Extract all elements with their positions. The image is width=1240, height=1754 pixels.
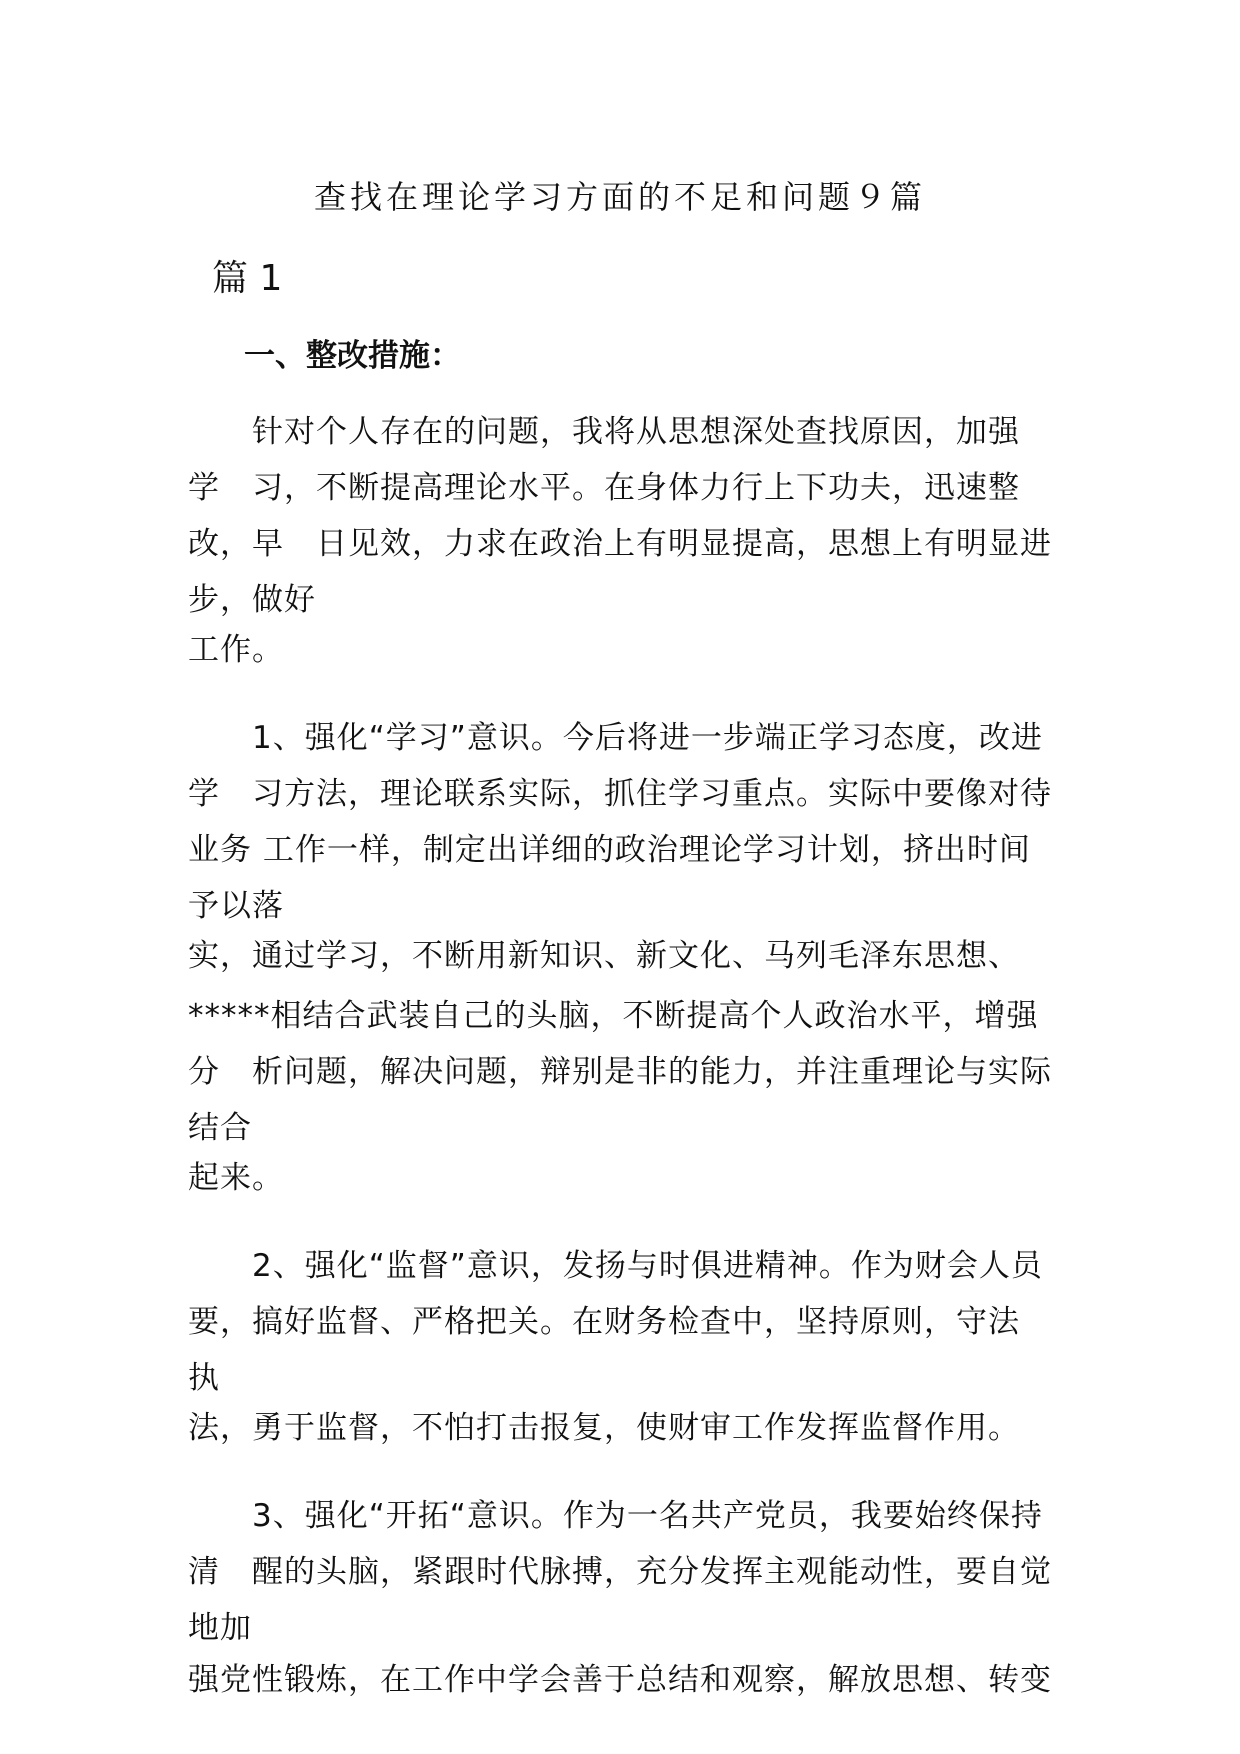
body-line: 1、强化“学习”意识。今后将进一步端正学习态度，改进 bbox=[188, 720, 1043, 756]
body-line: 学 习，不断提高理论水平。在身体力行上下功夫，迅速整 bbox=[188, 470, 1020, 506]
body-line: 执 bbox=[188, 1360, 220, 1396]
body-line: 学 习方法，理论联系实际，抓住学习重点。实际中要像对待 bbox=[188, 776, 1052, 812]
body-line: 业务 工作一样，制定出详细的政治理论学习计划，挤出时间 bbox=[188, 832, 1031, 868]
body-line: *****相结合武装自己的头脑，不断提高个人政治水平，增强 bbox=[188, 998, 1039, 1034]
body-line: 3、强化“开拓“意识。作为一名共产党员，我要始终保持 bbox=[188, 1498, 1043, 1534]
body-line: 2、强化“监督”意识，发扬与时俱进精神。作为财会人员 bbox=[188, 1248, 1043, 1284]
body-line: 起来。 bbox=[188, 1160, 284, 1196]
chapter-label: 篇 1 bbox=[212, 258, 283, 299]
body-line: 工作。 bbox=[188, 632, 284, 668]
body-line: 予以落 bbox=[188, 888, 284, 924]
body-line: 清 醒的头脑，紧跟时代脉搏，充分发挥主观能动性，要自觉 bbox=[188, 1554, 1052, 1590]
body-line: 分 析问题，解决问题，辩别是非的能力，并注重理论与实际 bbox=[188, 1054, 1052, 1090]
section-heading: 一、整改措施： bbox=[244, 338, 461, 374]
body-line: 结合 bbox=[188, 1110, 252, 1146]
body-line: 强党性锻炼，在工作中学会善于总结和观察，解放思想、转变 bbox=[188, 1662, 1052, 1698]
body-line: 步，做好 bbox=[188, 582, 316, 618]
body-line: 针对个人存在的问题，我将从思想深处查找原因，加强 bbox=[188, 414, 1020, 450]
body-line: 实，通过学习，不断用新知识、新文化、马列毛泽东思想、 bbox=[188, 938, 1020, 974]
body-line: 要，搞好监督、严格把关。在财务检查中，坚持原则，守法 bbox=[188, 1304, 1020, 1340]
body-line: 改，早 日见效，力求在政治上有明显提高，思想上有明显进 bbox=[188, 526, 1052, 562]
body-line: 地加 bbox=[188, 1610, 252, 1646]
document-title: 查找在理论学习方面的不足和问题９篇 bbox=[313, 178, 926, 216]
body-line: 法，勇于监督，不怕打击报复，使财审工作发挥监督作用。 bbox=[188, 1410, 1020, 1446]
